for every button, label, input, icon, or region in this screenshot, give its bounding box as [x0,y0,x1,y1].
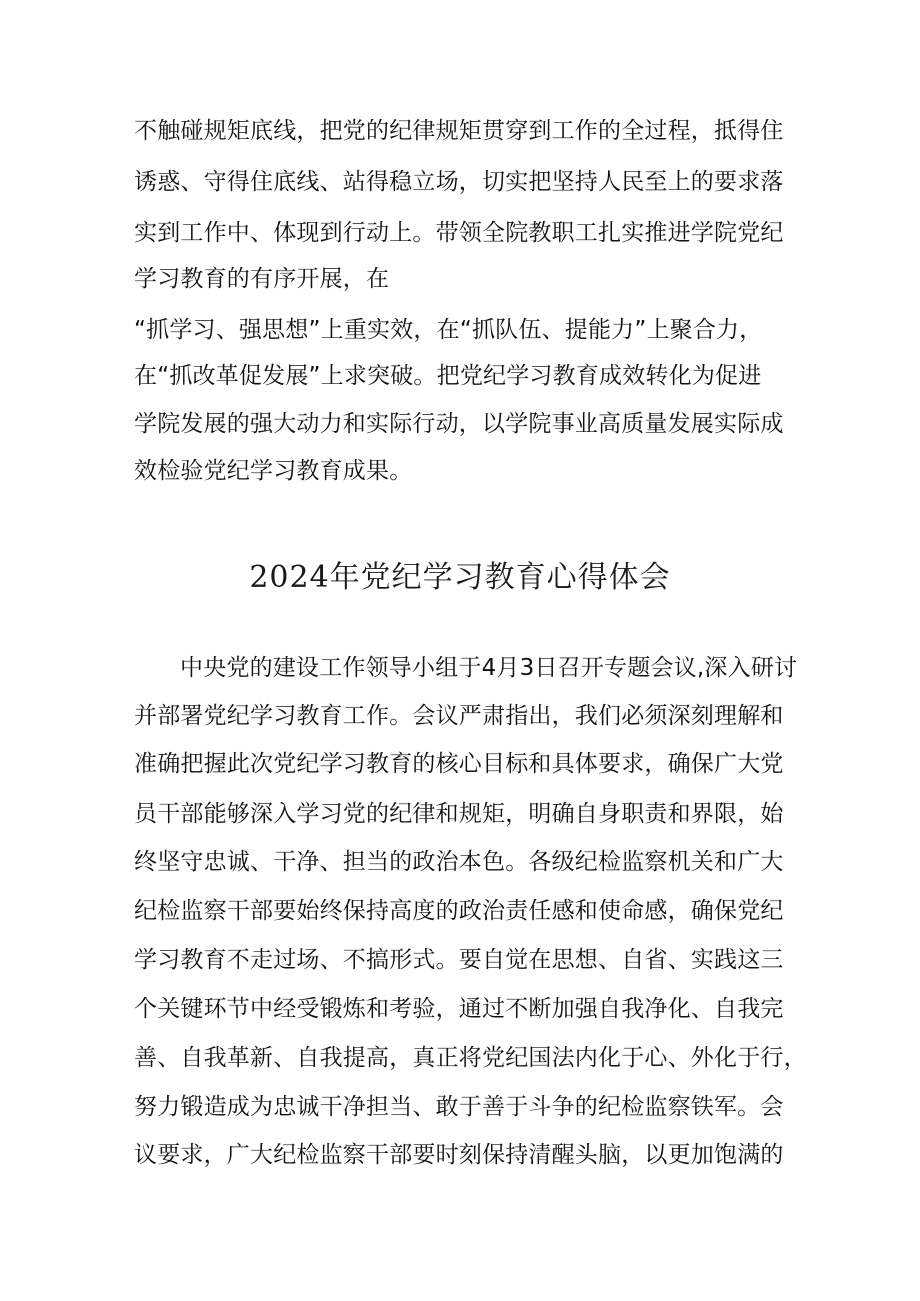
paragraph-line: 议要求，广大纪检监察干部要时刻保持清醒头脑，以更加饱满的 [134,1142,784,1168]
paragraph-line: 中央党的建设工作领导小组于4月3日召开专题会议,深入研讨 [180,655,798,681]
paragraph-line: 并部署党纪学习教育工作。会议严肃指出，我们必须深刻理解和 [134,703,784,729]
article-title: 2024年党纪学习教育心得体会 [249,560,671,595]
paragraph-line: 终坚守忠诚、干净、担当的政治本色。各级纪检监察机关和广大 [134,849,784,875]
paragraph-line: 善、自我革新、自我提高，真正将党纪国法内化于心、外化于行， [134,1045,807,1071]
paragraph-line: 学习教育的有序开展，在 [134,266,390,292]
paragraph-line: 效检验党纪学习教育成果。 [134,458,413,484]
paragraph-line: 诱惑、守得住底线、站得稳立场，切实把坚持人民至上的要求落 [134,169,784,195]
paragraph-line: 学习教育不走过场、不搞形式。要自觉在思想、自省、实践这三 [134,947,784,973]
paragraph-line: 准确把握此次党纪学习教育的核心目标和具体要求，确保广大党 [134,751,784,777]
paragraph-line: 实到工作中、体现到行动上。带领全院教职工扎实推进学院党纪 [134,220,784,246]
paragraph-line: 个关键环节中经受锻炼和考验，通过不断加强自我净化、自我完 [134,996,784,1022]
paragraph-line: 学院发展的强大动力和实际行动，以学院事业高质量发展实际成 [134,411,784,437]
paragraph-line: 在“抓改革促发展”上求突破。把党纪学习教育成效转化为促进 [134,363,762,389]
paragraph-line: 努力锻造成为忠诚干净担当、敢于善于斗争的纪检监察铁军。会 [134,1094,784,1120]
paragraph-line: “抓学习、强思想”上重实效，在“抓队伍、提能力”上聚合力， [134,317,763,343]
paragraph-line: 员干部能够深入学习党的纪律和规矩，明确自身职责和界限，始 [134,801,784,827]
paragraph-line: 纪检监察干部要始终保持高度的政治责任感和使命感，确保党纪 [134,898,784,924]
paragraph-line: 不触碰规矩底线，把党的纪律规矩贯穿到工作的全过程，抵得住 [134,118,784,144]
